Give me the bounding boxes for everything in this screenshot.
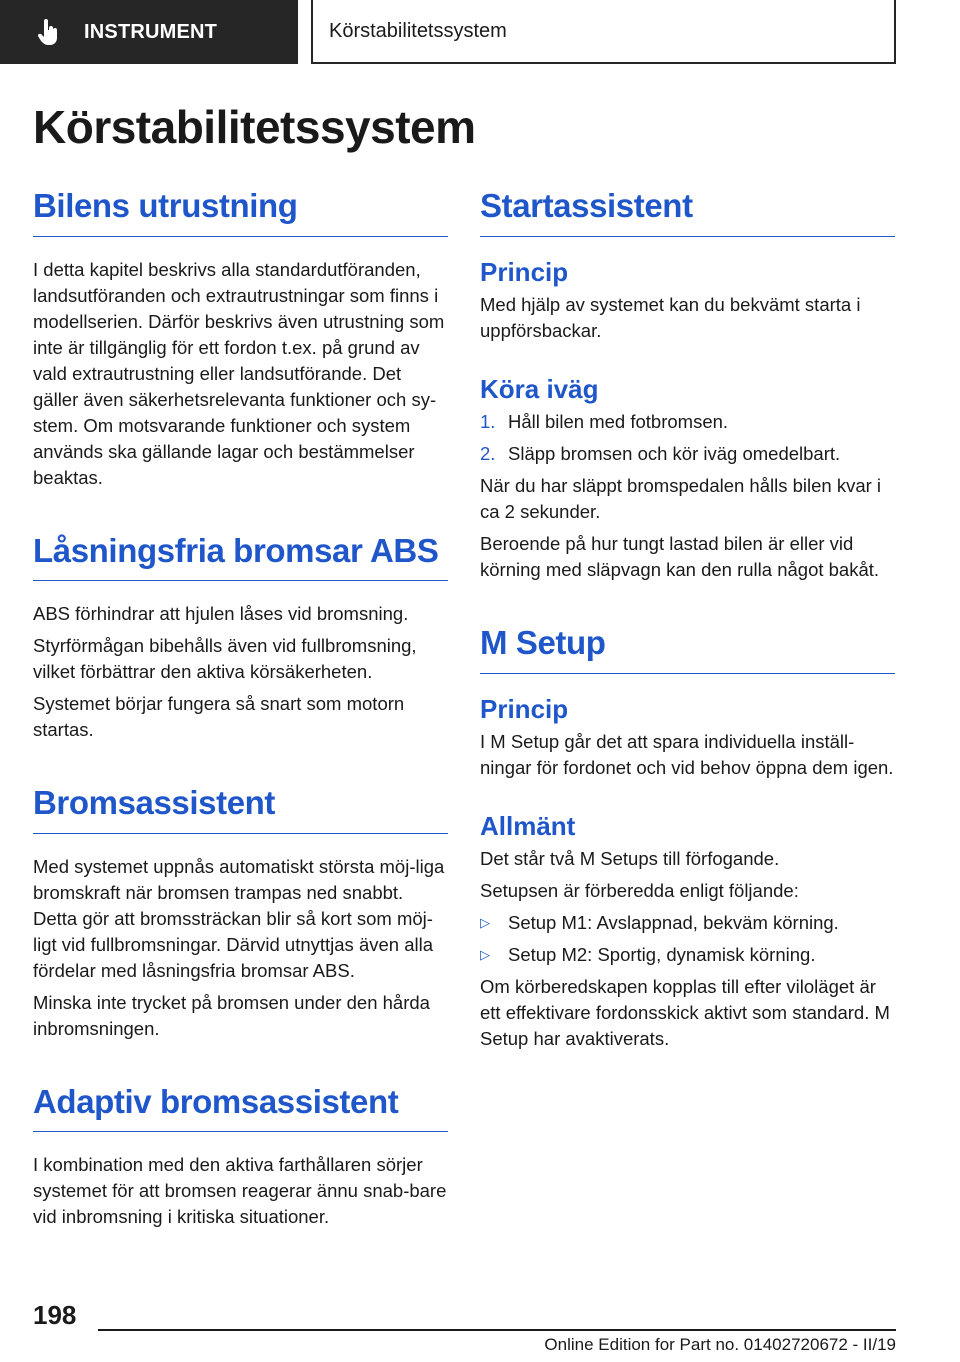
start-paragraph-2: Beroende på hur tungt lastad bilen är eller vid körning med släpvagn kan den rulla något bakåt. bbox=[480, 532, 880, 580]
start-principle-body: Med hjälp av systemet kan du bekvämt starta i uppförsbackar. bbox=[480, 293, 861, 341]
general-paragraph-2: Setupsen är förberedda enligt följande: bbox=[480, 879, 799, 901]
bullet-text: Setup M2: Sportig, dynamisk körning. bbox=[508, 943, 816, 965]
drive-off-steps bbox=[480, 409, 895, 467]
abs-paragraph-3: Systemet börjar fungera så snart som motorn startas. bbox=[33, 693, 405, 741]
list-item bbox=[480, 409, 895, 435]
page-number: 198 bbox=[33, 1300, 77, 1330]
section-title-equipment: Bilens utrustning bbox=[33, 186, 448, 237]
triangle-bullet-icon: ▷ bbox=[480, 946, 490, 962]
section-title-m-setup: M Setup bbox=[480, 623, 895, 674]
step-number: 2. bbox=[480, 442, 496, 464]
footer-divider bbox=[98, 1329, 896, 1331]
hand-pointer-icon bbox=[38, 19, 64, 45]
abs-paragraph-2: Styrförmågan bibehålls även vid fullbromsning, vilket förbättrar den aktiva körsäkerheten. bbox=[33, 635, 417, 683]
msetup-paragraph-1: Om körberedskapen kopplas till efter viloläget är ett effektivare fordonsskick aktivt som standard. M Setup har avaktiverats. bbox=[480, 975, 890, 1049]
left-column bbox=[33, 186, 448, 1236]
subtitle-principle-start: Princip bbox=[480, 256, 569, 287]
adaptive-paragraph-1: I kombination med den aktiva farthållaren sörjer systemet för att bromsen reagerar ännu snab-bare vid inbromsning i kritiska situationer. bbox=[33, 1154, 447, 1228]
triangle-bullet-icon: ▷ bbox=[480, 914, 490, 930]
step-text: Släpp bromsen och kör iväg omedelbart. bbox=[508, 442, 841, 464]
setup-bullets bbox=[480, 910, 895, 968]
msetup-principle-body: I M Setup går det att spara individuella inställ-ningar för fordonet och vid behov öppna dem igen. bbox=[480, 730, 894, 778]
section-title-adaptive-brake-assist: Adaptiv bromsassistent bbox=[33, 1082, 448, 1133]
chapter-label: Körstabilitetssystem bbox=[329, 19, 507, 42]
brake-assist-paragraph-2: Minska inte trycket på bromsen under den hårda inbromsningen. bbox=[33, 991, 430, 1039]
right-column bbox=[480, 186, 895, 1058]
list-item bbox=[480, 910, 895, 936]
footer-edition: Online Edition for Part no. 01402720672 - II/19 bbox=[544, 1335, 896, 1354]
section-title-abs: Låsningsfria bromsar ABS bbox=[33, 531, 448, 582]
page-title: Körstabilitetssystem bbox=[33, 101, 476, 153]
list-item bbox=[480, 942, 895, 968]
header-section-tab bbox=[0, 0, 298, 64]
list-item bbox=[480, 441, 895, 467]
subtitle-general: Allmänt bbox=[480, 810, 576, 841]
abs-paragraph-1: ABS förhindrar att hjulen låses vid bromsning. bbox=[33, 603, 409, 625]
step-number: 1. bbox=[480, 410, 496, 432]
section-title-brake-assist: Bromsassistent bbox=[33, 783, 448, 834]
subtitle-drive-off: Köra iväg bbox=[480, 373, 599, 404]
section-title-start-assist: Startassistent bbox=[480, 186, 895, 237]
general-paragraph-1: Det står två M Setups till förfogande. bbox=[480, 847, 780, 869]
start-paragraph-1: När du har släppt bromspedalen hålls bilen kvar i ca 2 sekunder. bbox=[480, 474, 882, 522]
section-label: INSTRUMENT bbox=[84, 20, 218, 43]
bullet-text: Setup M1: Avslappnad, bekväm körning. bbox=[508, 911, 839, 933]
header-chapter-tab bbox=[311, 0, 896, 64]
subtitle-principle-msetup: Princip bbox=[480, 693, 569, 724]
brake-assist-paragraph-1: Med systemet uppnås automatiskt största möj-liga bromskraft när bromsen trampas ned snabbt. Detta gör att bromssträckan blir så kort som möj-ligt vid fullbromsningar. Därvid utnyttjas även alla fördelar med låsningsfria bromsar ABS. bbox=[33, 855, 445, 981]
step-text: Håll bilen med fotbromsen. bbox=[508, 410, 729, 432]
equipment-body: I detta kapitel beskrivs alla standardutföranden, landsutföranden och extrautrustningar som finns i modellserien. Därför beskrivs även utrustning som inte är tillgänglig för ett fordon t.ex. på grund av vald extrautrustning eller landsutförande. Det gäller även säkerhetsrelevanta funktioner och sy-stem. Om motsvarande funktioner och system används ska gällande lagar och bestämmelser beaktas. bbox=[33, 258, 445, 488]
